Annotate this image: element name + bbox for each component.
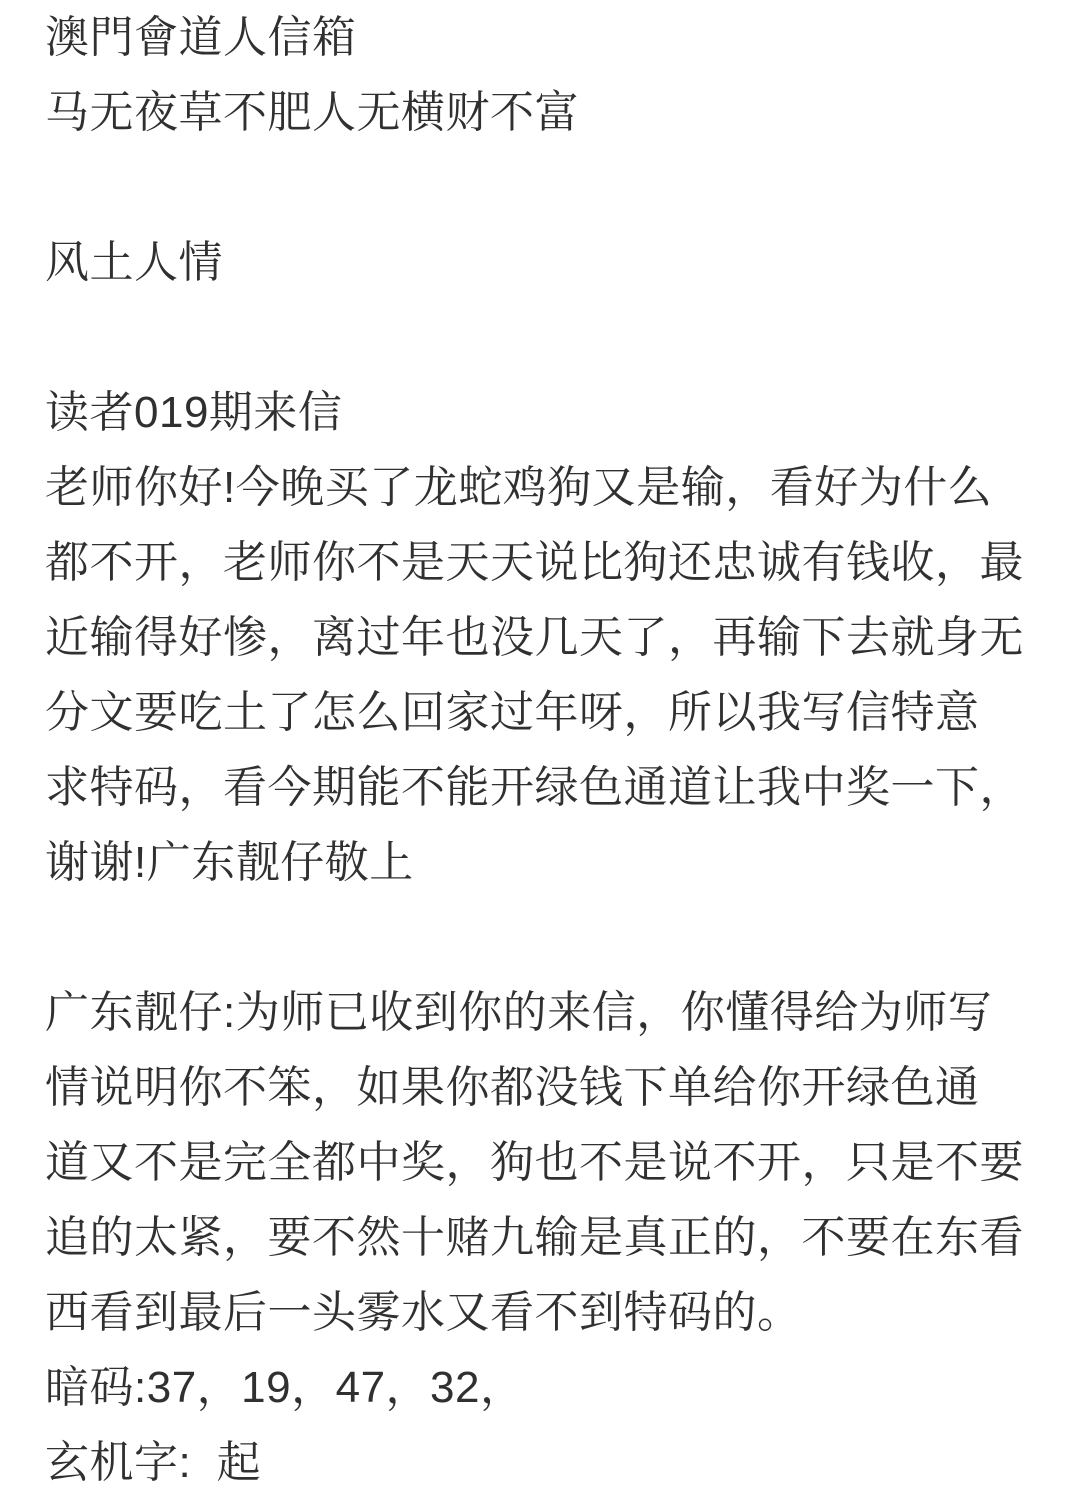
- reply-line-3: 道又不是完全都中奖，狗也不是说不开，只是不要: [45, 1138, 1024, 1187]
- reply-line-1: 广东靓仔:为师已收到你的来信，你懂得给为师写: [45, 988, 993, 1037]
- dark-codes-line: 暗码:37，19，47，32，: [45, 1363, 525, 1412]
- letter-line-5: 求特码，看今期能不能开绿色通道让我中奖一下，: [45, 763, 1024, 812]
- blank-line: [45, 900, 1069, 975]
- reply-line-5: 西看到最后一头雾水又看不到特码的。: [45, 1288, 802, 1337]
- letter-line-4: 分文要吃土了怎么回家过年呀，所以我写信特意: [45, 688, 980, 737]
- section-label: 风土人情: [45, 238, 223, 287]
- issue-heading: 读者019期来信: [45, 388, 343, 437]
- reply-line-4: 追的太紧，要不然十赌九输是真正的，不要在东看: [45, 1213, 1024, 1262]
- blank-line: [45, 300, 1069, 375]
- letter-line-1: 老师你好!今晚买了龙蛇鸡狗又是输，看好为什么: [45, 463, 993, 512]
- mailbox-title: 澳門會道人信箱: [45, 13, 357, 62]
- letter-line-2: 都不开，老师你不是天天说比狗还忠诚有钱收，最: [45, 538, 1024, 587]
- reply-line-2: 情说明你不笨，如果你都没钱下单给你开绿色通: [45, 1063, 980, 1112]
- letter-signature-line: 谢谢!广东靓仔敬上: [45, 838, 414, 887]
- proverb-line: 马无夜草不肥人无横财不富: [45, 88, 579, 137]
- blank-line: [45, 150, 1069, 225]
- letter-line-3: 近输得好惨，离过年也没几天了，再输下去就身无: [45, 613, 1024, 662]
- mystery-char-line: 玄机字: 起: [45, 1438, 262, 1487]
